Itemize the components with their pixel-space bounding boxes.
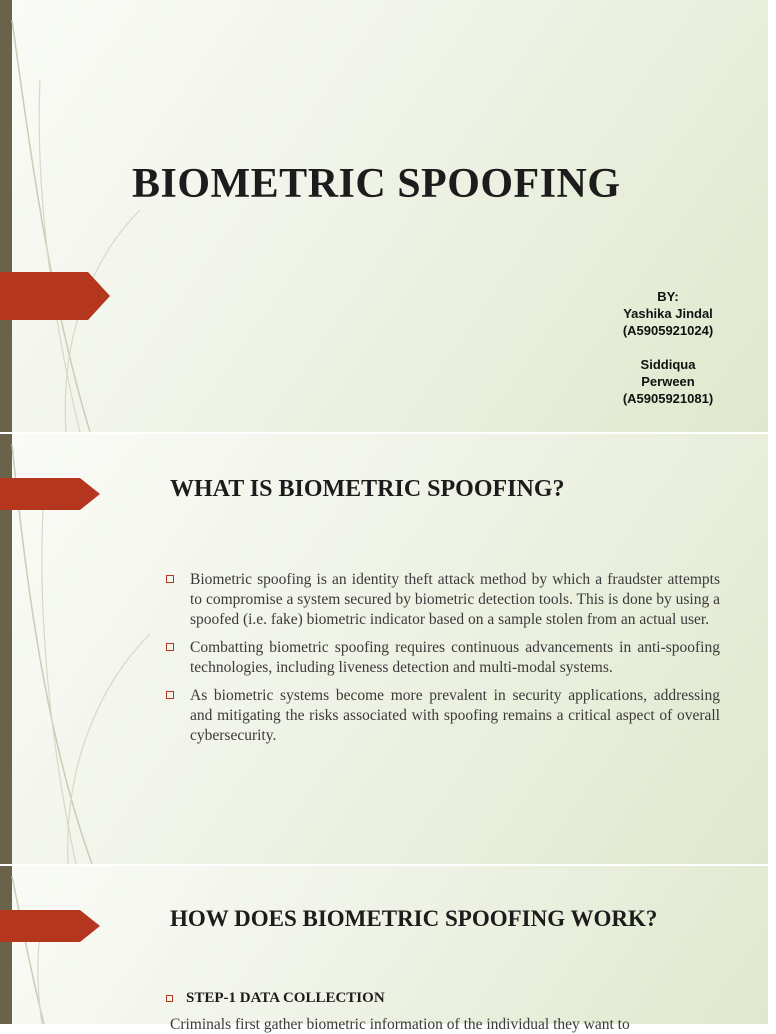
byline-spacer xyxy=(560,339,776,356)
how-it-works-slide xyxy=(0,866,768,1033)
step-label xyxy=(166,990,385,1007)
author1-name: Yashika Jindal xyxy=(623,306,713,321)
step-text: STEP-1 DATA COLLECTION xyxy=(186,990,385,1006)
accent-arrow-tab xyxy=(0,272,110,320)
bullet-item xyxy=(166,570,720,630)
bullet-text: Combatting biometric spoofing requires continuous advancements in anti-spoofing technologies, including liveness detection and multi-modal systems. xyxy=(190,639,720,676)
title-slide xyxy=(0,0,768,432)
slide-title: BIOMETRIC SPOOFING xyxy=(132,161,621,207)
square-bullet-icon xyxy=(166,575,174,583)
accent-arrow-tab xyxy=(0,910,100,942)
bullet-item xyxy=(166,638,720,678)
slide-heading: HOW DOES BIOMETRIC SPOOFING WORK? xyxy=(170,906,658,931)
square-bullet-icon xyxy=(166,643,174,651)
square-bullet-icon xyxy=(166,995,173,1002)
definition-slide xyxy=(0,434,768,864)
bullet-list xyxy=(166,570,720,754)
bullet-text: As biometric systems become more prevalent in security applications, addressing and mitigating the risks associated with spoofing remains a critical aspect of overall cybersecurity. xyxy=(190,687,720,744)
author1-id: (A5905921024) xyxy=(622,323,714,338)
by-label: BY: xyxy=(657,289,679,304)
bullet-item xyxy=(166,686,720,746)
decorative-curves xyxy=(0,0,160,432)
slide-heading: WHAT IS BIOMETRIC SPOOFING? xyxy=(170,476,565,502)
partial-body-text: Criminals first gather biometric information of the individual they want to xyxy=(170,1016,630,1033)
bullet-text: Biometric spoofing is an identity theft attack method by which a fraudster attempts to compromise a system secured by biometric detection tools. This is done by using a spoofed (i.e. fake) biometric indicator based on a sample stolen from an actual user. xyxy=(190,571,720,628)
author-byline xyxy=(560,288,776,407)
author2-last-name: Perween xyxy=(641,374,695,389)
square-bullet-icon xyxy=(166,691,174,699)
author2-first-name: Siddiqua xyxy=(640,357,696,372)
author2-id: (A5905921081) xyxy=(622,391,714,406)
accent-arrow-tab xyxy=(0,478,100,510)
decorative-curves xyxy=(0,866,160,1024)
